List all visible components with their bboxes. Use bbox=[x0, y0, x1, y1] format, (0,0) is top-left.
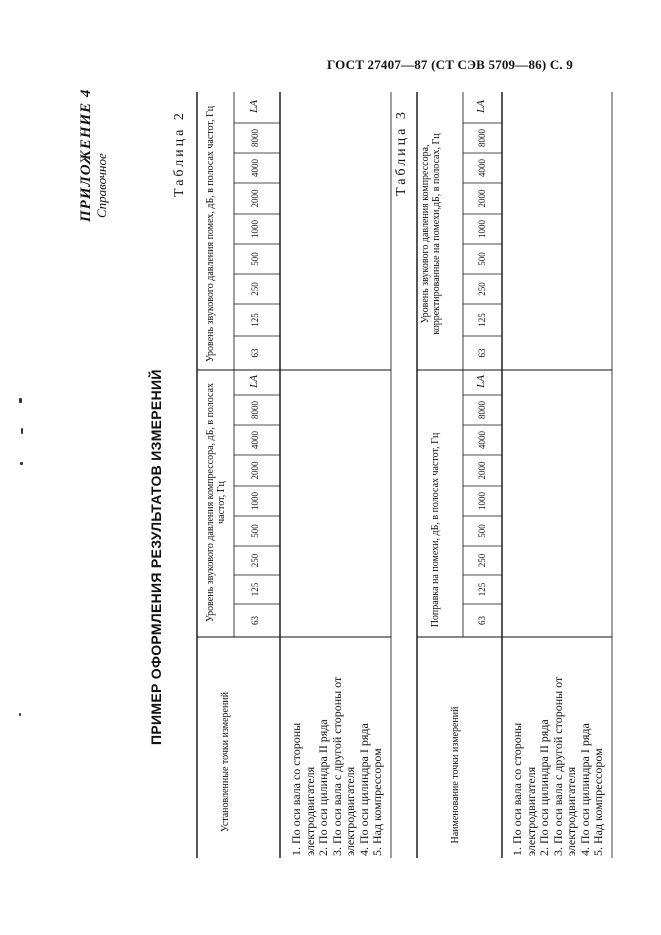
table2-freq-1000-g1: 1000 bbox=[250, 492, 260, 510]
table3-freq-8000-g2: 8000 bbox=[477, 129, 487, 147]
table3-row-2: 2. По оси цилиндра II ряда bbox=[537, 719, 551, 856]
table3-freq-2000-g2: 2000 bbox=[477, 189, 487, 208]
table2-group1-header: Уровень звукового давления компрессора, дБ, в полосах частот, Гц bbox=[205, 382, 227, 623]
table2-freq-2000-g1: 2000 bbox=[250, 461, 260, 480]
table2-rows bbox=[290, 641, 385, 856]
table3-rows bbox=[511, 641, 606, 856]
table2-freq-63-g1: 63 bbox=[250, 616, 260, 625]
table3-freq-250-g1: 250 bbox=[477, 553, 487, 568]
table3-freq-63-g1: 63 bbox=[477, 616, 487, 625]
table2-freq-250-g1: 250 bbox=[250, 553, 260, 568]
table2-freq-8000-g2: 8000 bbox=[250, 129, 260, 147]
table2-freq-125-g2: 125 bbox=[250, 313, 260, 327]
table2-row-5: 5. Над компрессором bbox=[370, 748, 384, 856]
table3-la-label-g1: LA bbox=[475, 375, 487, 388]
table2-freq-1000-g2: 1000 bbox=[250, 220, 260, 238]
table3-points-header: Наименование точки измерений bbox=[450, 706, 461, 844]
scan-mark bbox=[19, 713, 21, 716]
appendix-subtitle: Справочное bbox=[94, 153, 109, 218]
table3-freq-8000-g1: 8000 bbox=[477, 401, 487, 419]
table3-la-label-g2: LA bbox=[475, 100, 487, 113]
scan-mark bbox=[19, 398, 22, 403]
table2-freq-63-g2: 63 bbox=[250, 348, 260, 358]
table3-row-1: 1. По оси вала со стороны электродвигателя bbox=[510, 722, 538, 856]
appendix-title: ПРИЛОЖЕНИЕ 4 bbox=[78, 88, 94, 222]
table2-freq-2000-g2: 2000 bbox=[250, 189, 260, 208]
table2-row-3: 3. По оси вала с другой стороны от электродвигателя bbox=[329, 676, 357, 856]
table3-group1-header: Поправка на помехи, дБ, в полосах частот, Гц bbox=[430, 432, 441, 628]
table3-row-3: 3. По оси вала с другой стороны от электродвигателя bbox=[550, 676, 578, 856]
table3-freq-125-g1: 125 bbox=[477, 582, 487, 597]
table2-la-label-g1: LA bbox=[248, 375, 260, 388]
table3-group2-header: Уровень звукового давления компрессора, корректированные на помехи,дБ, в полосах, Гц bbox=[420, 133, 442, 335]
table3-freq-500-g2: 500 bbox=[477, 252, 487, 266]
table3-freq-4000-g1: 4000 bbox=[477, 431, 487, 449]
table3-freq-125-g2: 125 bbox=[477, 313, 487, 327]
table3-row-5: 5. Над компрессором bbox=[591, 748, 605, 856]
table3-row-4: 4. По оси цилиндра I ряда bbox=[577, 723, 592, 856]
table3-freq-4000-g2: 4000 bbox=[477, 159, 487, 177]
table2-freq-500-g2: 500 bbox=[250, 252, 260, 266]
table2-points-header: Установленные точки измерений bbox=[220, 691, 231, 833]
table2-row-4: 4. По оси цилиндра I ряда bbox=[356, 723, 371, 856]
table2-row-1: 1. По оси вала со стороны электродвигателя bbox=[289, 722, 317, 856]
table2-freq-8000-g1: 8000 bbox=[250, 401, 260, 419]
table2-group2-header: Уровень звукового давления помех, дБ, в полосах частот, Гц bbox=[205, 105, 216, 363]
table3-freq-1000-g1: 1000 bbox=[477, 492, 487, 510]
table2-freq-250-g2: 250 bbox=[250, 282, 260, 296]
table2-freq-125-g1: 125 bbox=[250, 582, 260, 597]
table3-freq-2000-g1: 2000 bbox=[477, 461, 487, 480]
scan-mark bbox=[20, 462, 23, 465]
main-title: ПРИМЕР ОФОРМЛЕНИЯ РЕЗУЛЬТАТОВ ИЗМЕРЕНИЙ bbox=[148, 369, 164, 745]
table2-row-2: 2. По оси цилиндра II ряда bbox=[316, 719, 330, 856]
table2-freq-4000-g2: 4000 bbox=[250, 159, 260, 177]
table3-label: Таблица 3 bbox=[394, 109, 409, 196]
table2-freq-500-g1: 500 bbox=[250, 524, 260, 538]
table2-label: Таблица 2 bbox=[172, 110, 187, 197]
scan-mark bbox=[21, 428, 23, 434]
table3-freq-500-g1: 500 bbox=[477, 524, 487, 538]
table3-freq-1000-g2: 1000 bbox=[477, 220, 487, 238]
table3-freq-250-g2: 250 bbox=[477, 282, 487, 296]
table3-freq-63-g2: 63 bbox=[477, 348, 487, 358]
table2-la-label-g2: LA bbox=[248, 100, 260, 113]
page-header: ГОСТ 27407—87 (СТ СЭВ 5709—86) С. 9 bbox=[327, 57, 574, 72]
table2-freq-4000-g1: 4000 bbox=[250, 431, 260, 449]
